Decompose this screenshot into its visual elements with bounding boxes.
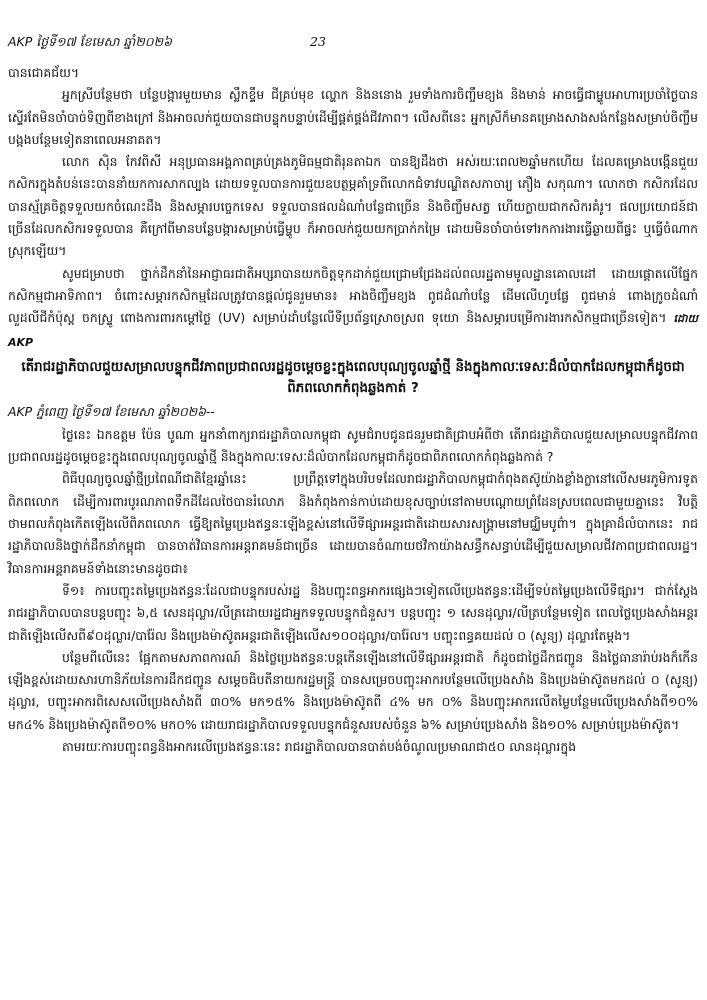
article1-paragraph: អ្នកស្រីបន្ថែមថា បន្លែបង្ការមួយមាន ស្លឹកខ្ទឹម ជីគ្រប់មុខ ល្ហោក និងននោង រួមទាំងការចិញ្ចឹមខ្យង និងមាន់ អាចធ្វើជាម្ហូបអាហារប្រចាំថ្ងៃបាន ស្ទើរតែមិនចាំបាច់ទិញពីខាងក្រៅ និងអាចលក់ជួយបានជាបន្ទុកបន្ទាប់ដើម្បីផ្គត់ផ្គង់ជីវភាព។ លើសពីនេះ អ្នកស្រីក៏មានគម្រោងសាងសង់កន្លែងសម្រាប់ចិញ្ចឹមបង្កងបន្ថែមទៀតនាពេលអនាគត។ bbox=[8, 87, 698, 147]
article2-paragraph: តាមរយៈការបញ្ចុះពន្ធនិងអាករលើប្រេងឥន្ធនៈនេះ រាជរដ្ឋាភិបាលបានបាត់បង់ចំណូលប្រមាណជា៥០ លានដុល្លារក្នុង bbox=[62, 739, 577, 755]
header-dateline: AKP ថ្ងៃទី១៧ ខែមេសា ឆ្នាំ២០២៦ bbox=[8, 34, 172, 49]
article2-dateline: AKP ភ្នំពេញ ថ្ងៃទី១៧ ខែមេសា ឆ្នាំ២០២៦-- bbox=[8, 403, 215, 419]
article1-last-paragraph-text: សូមជម្រាបថា ថ្នាក់ដឹកនាំនៃអាជ្ញាធរជាតិអប្សរាបានយកចិត្តទុកដាក់ជួយជ្រោមជ្រែងដល់ពលរដ្ឋតាមមូលដ្ឋានគោលដៅ ដោយផ្តោតលើផ្នែកកសិកម្មជាអាទិភាព។ ចំពោះសម្ភារកសិកម្មដែលត្រូវបានផ្តល់ជូនរួមមាន៖ អាងចិញ្ចឹមខ្យង ពូជដំណាំបន្លែ ដើមលើហូបផ្លែ ពូជមាន់ ពោងក្រូចដំណាំ លួដលីជីកំប៉ុស្ត ចកស្ទូ្រ ពោងការពារកម្តៅថ្ងៃ (UV) សម្រាប់ដាំបន្លែលើទីប្រព័ន្ធស្រោចស្រព ទុយោ និងសម្ភារបម្រើការងារកសិកម្មជាច្រើនទៀត។ bbox=[8, 265, 698, 326]
article2-paragraph: ថ្ងៃនេះ ឯកឧត្តម ប៉ែន បូណា អ្នកនាំពាក្យរាជរដ្ឋាភិបាលកម្ពុជា សូមជំរាបជូនជនរួមជាតិជ្រាបអំពីថា តើរាជរដ្ឋាភិបាលជួយសម្រាលបន្ទុកជីវភាពប្រជាពលរដ្ឋដូចម្តេចខ្លះក្នុងពេលបុណ្យចូលឆ្នាំថ្មី និងក្នុងកាលៈទេសៈដ៏លំបាកដែលកម្ពុជាក៏ដូចជាពិភពលោកកំពុងឆ្លងកាត់ ? bbox=[8, 426, 698, 465]
article2-paragraph: បន្ថែមពីលើនេះ ផ្អែកតាមសភាពការណ៍ និងថ្លៃប្រេងឥន្ធនៈបន្តកើនឡើងនៅលើទីផ្សារអន្តរជាតិ ក៏ដូចជាថ្លៃដឹកជញ្ជូន និងថ្លៃធានារ៉ាប់រងក៏កើនឡើងខ្ពស់ដោយសារហានិភ័យនៃការដឹកជញ្ជូន សម្តេចធិបតីនាយករដ្ឋមន្ត្រី បានសម្រេចបញ្ចុះអាករបន្ថែមលើប្រេងសាំង និងប្រេងម៉ាស៊ូតមកដល់ ០ (សូន្យ) ដុល្លារ, បញ្ចុះអាករពិសេសលើប្រេងសាំងពី ៣០% មក១៥% និងប្រេងម៉ាស៊ូតពី ៤% មក ០% និងបញ្ចុះអាករលើតម្លៃបន្ថែមលើប្រេងសាំងពី១០% មក៤% និងប្រេងម៉ាស៊ូតពី១០% មក០% ដោយរាជរដ្ឋាភិបាលទទួលបន្ទុកជំនួសរបស់ចំនួន ៦% សម្រាប់ប្រេងសាំង និង១០% សម្រាប់ប្រេងម៉ាស៊ូត។ bbox=[8, 649, 698, 732]
article2-headline: តើរាជរដ្ឋាភិបាលជួយសម្រាលបន្ទុកជីវភាពប្រជាពលរដ្ឋដូចម្តេចខ្លះក្នុងពេលបុណ្យចូលឆ្នាំថ្មី និងក្នុងកាលៈទេសៈដ៏លំបាកដែលកម្ពុជាក៏ដូចជាពិភពលោកកំពុងឆ្លងកាត់ ? bbox=[21, 359, 685, 396]
article2-paragraph: ទី១៖ ការបញ្ចុះតម្លៃប្រេងឥន្ធនៈដែលជាបន្ទុករបស់រដ្ឋ និងបញ្ចុះពន្ធអាករផ្សេងៗទៀតលើប្រេងឥន្ធនៈដើម្បីទប់តម្លៃប្រេងលើទីផ្សារ។ ជាក់ស្តែង រាជរដ្ឋាភិបាលបានបន្តបញ្ចុះ ៦,៥ សេនដុល្លារ/លីត្រដោយរដ្ឋជាអ្នកទទួលបន្ទុកជំនួស។ បន្តបញ្ចុះ ១ សេនដុល្លារ/លីត្របន្ថែមទៀត ពេលថ្លៃប្រេងសាំងអន្តរជាតិឡើងលើសពី៩០ដុល្លារ/បារ៉ែល និងប្រេងម៉ាស៊ូតអន្តរជាតិឡើងលើស១០០ដុល្លារ/បារ៉ែល។ បញ្ចុះពន្ធគយដល់ ០ (សូន្យ) ដុល្លារតែម្តង។ bbox=[8, 582, 698, 643]
article1-paragraph: បានជោគជ័យ។ bbox=[8, 65, 80, 80]
article1-paragraph: លោក ស៊ិន កែវពិសី អនុប្រធានអង្គភាពគ្រប់គ្រងភូមិធម្មជាតិរុនតាឯក បានឱ្យដឹងថា អស់រយៈពេល២ឆ្នាំមកហើយ ដែលគម្រោងបង្កើនជួយកសិករក្នុងតំបន់នេះបាននាំយកការសាកល្បង ដោយទទួលបានការជួយឧបត្ថម្ភគាំទ្រពីលោកជំទាវបណ្ឌិតសភាចារ្យ ភឿង សកុណា។ លោកថា កសិករដែលបានស្ម័គ្រចិត្តទទួលយកចំណេះដឹង និងសម្ភារបច្ចេកទេស ទទួលបានផលដំណាំបន្លែជាច្រើន និងចិញ្ចឹមសត្វ ហើយក្លាយជាកសិករគំរូ។ ផលប្រយោជន៍ជាច្រើនដែលកសិករទទួលបាន គឺក្រៅពីមានបន្លែបង្ការសម្រាប់ធ្វើម្ហូប ក៏អាចលក់ជួយយកប្រាក់កម្រៃ ដោយមិនចាំបាច់ទៅរកការងារធ្វើឆ្ងាយពីផ្ទះ ឬធ្វើចំណាកស្រុកឡើយ។ bbox=[8, 154, 698, 259]
article1-paragraph bbox=[8, 263, 698, 354]
page-number: 23 bbox=[310, 34, 326, 49]
page-body bbox=[8, 62, 698, 758]
article2-paragraph: ពិធីបុណ្យចូលឆ្នាំថ្មីប្រពៃណីជាតិខ្មែរឆ្នាំនេះ ប្រព្រឹត្តទៅក្នុងបរិបទដែលរាជរដ្ឋាភិបាលកម្ពុជាកំពុងតស៊ូយ៉ាងខ្លាំងក្លានៅលើសមរភូមិការទូតពិភពលោក ដើម្បីការពារបូរណភាពទឹកដីដែលថៃបានរំលោភ និងកំពុងកាន់កាប់ដោយខុសច្បាប់នៅតាមបណ្តោយព្រំដែនស្របពេលជាមួយគ្នានេះ វិបត្តិថាមពលកំពុងកើតឡើងលើពិភពលោក ធ្វើឱ្យតម្លៃប្រេងឥន្ធនៈឡើងខ្ពស់នៅលើទីផ្សារអន្តរជាតិដោយសារសង្គ្រាមនៅមជ្ឈិមបូព៌ា។ ក្នុងគ្រាដ៏លំបាកនេះ រាជរដ្ឋាភិបាលនិងថ្នាក់ដឹកនាំកម្ពុជា បានចាត់វិធានការអន្តរាគមន៍ជាច្រើន ដោយបានចំណាយថវិកាយ៉ាងសន្ធឹកសន្ធាប់ដើម្បីជួយសម្រាលជីវភាពប្រជាពលរដ្ឋ។ វិធានការអន្តរាគមន៍ទាំងនោះមានដូចជា៖ bbox=[8, 471, 698, 576]
page-header bbox=[8, 34, 698, 54]
article1-byline: ដោយ AKP bbox=[8, 312, 698, 349]
